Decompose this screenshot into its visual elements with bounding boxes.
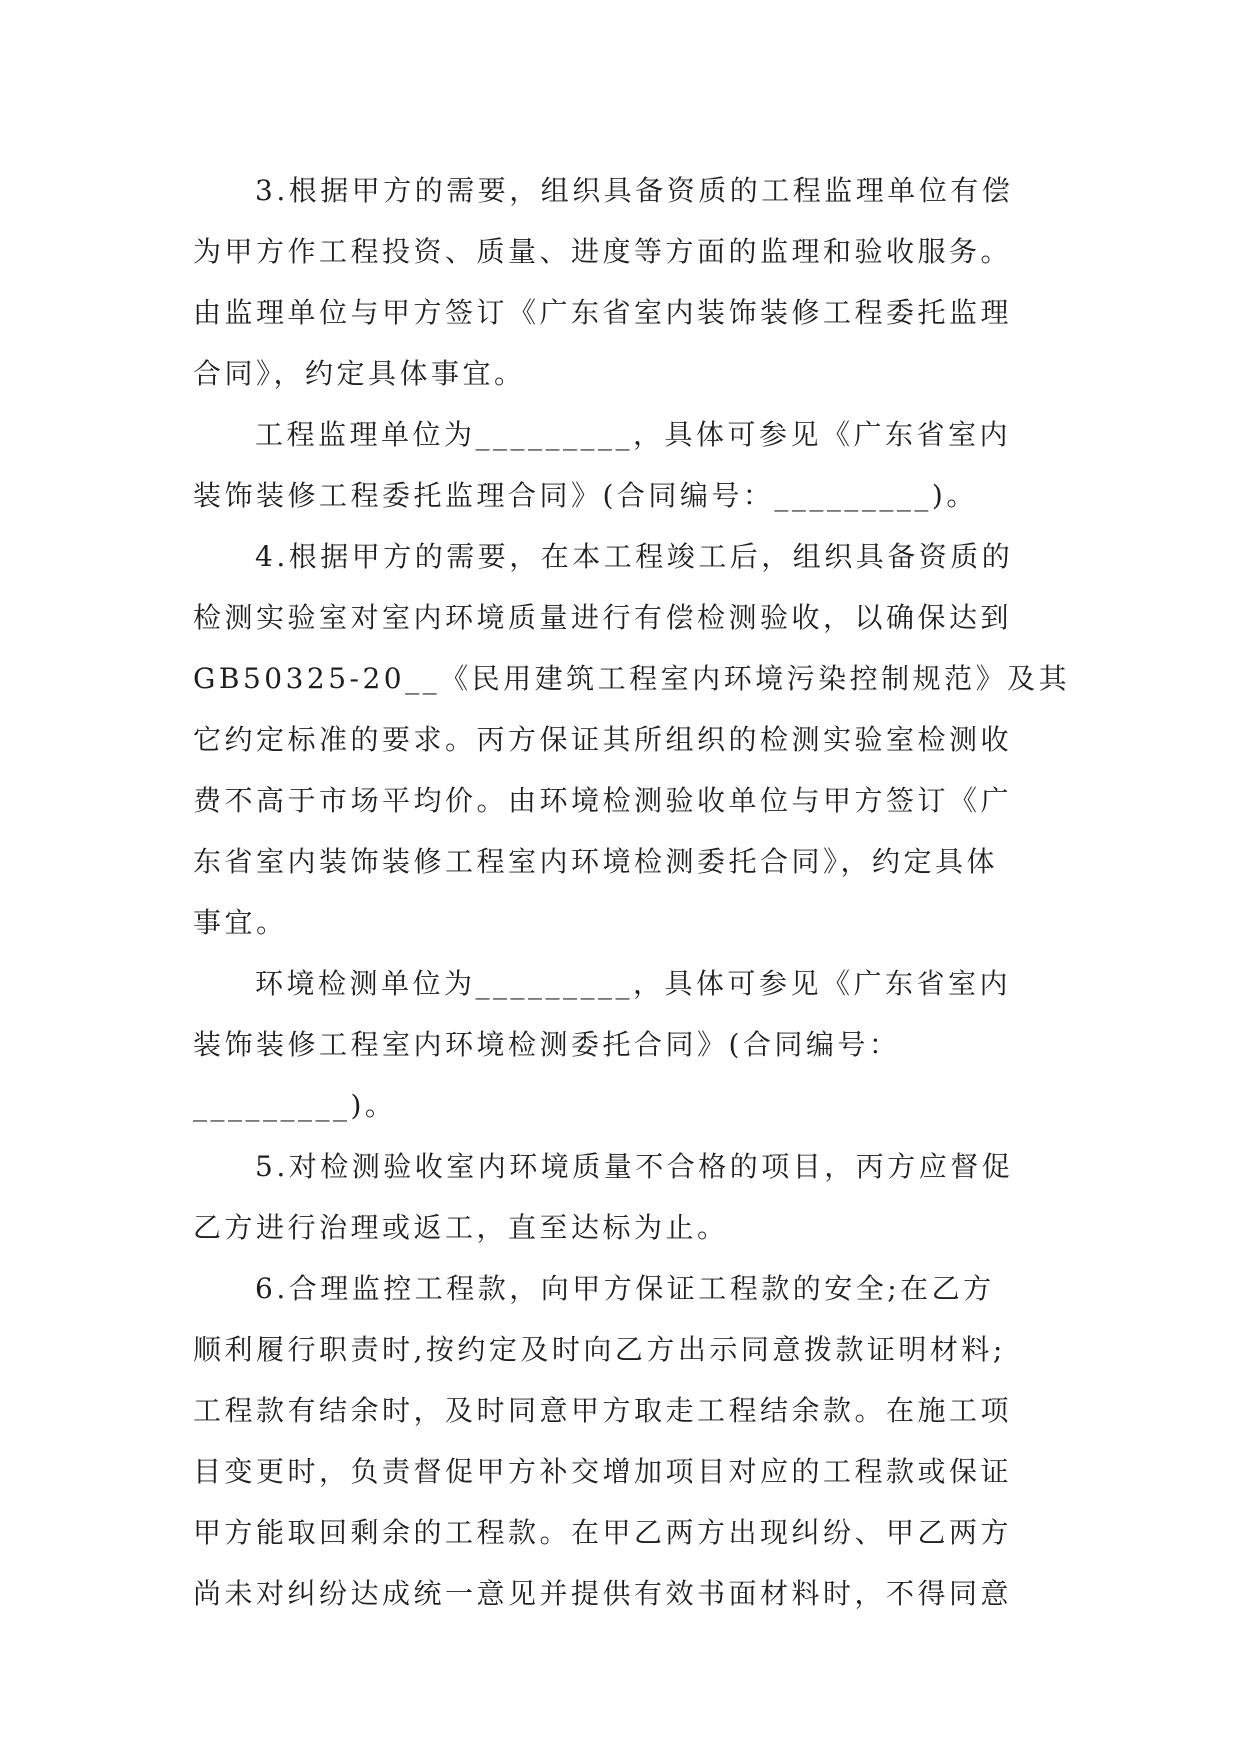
supervision-unit-line-1: 工程监理单位为_________，具体可参见《广东省室内 [255,418,1012,451]
paragraph-4-line-6: 东省室内装饰装修工程室内环境检测委托合同》，约定具体 [193,845,999,878]
testing-unit-line-1: 环境检测单位为_________，具体可参见《广东省室内 [255,967,1012,1000]
paragraph-6-line-6: 尚未对纠纷达成统一意见并提供有效书面材料时，不得同意 [193,1577,1013,1610]
paragraph-4-line-3: GB50325-20__《民用建筑工程室内环境污染控制规范》及其 [193,662,1071,695]
paragraph-3-line-4: 合同》，约定具体事宜。 [193,357,526,390]
paragraph-6-line-4: 目变更时，负责督促甲方补交增加项目对应的工程款或保证 [193,1455,1013,1488]
paragraph-5-line-1: 5.对检测验收室内环境质量不合格的项目，丙方应督促 [255,1150,1014,1183]
paragraph-3-line-1: 3.根据甲方的需要，组织具备资质的工程监理单位有偿 [255,174,1014,207]
supervision-unit-line-2: 装饰装修工程委托监理合同》(合同编号：_________)。 [193,479,978,512]
document-body [193,160,1071,1624]
paragraph-6-line-3: 工程款有结余时，及时同意甲方取走工程结余款。在施工项 [193,1394,1013,1427]
paragraph-3-line-3: 由监理单位与甲方签订《广东省室内装饰装修工程委托监理 [193,296,1013,329]
paragraph-3-line-2: 为甲方作工程投资、质量、进度等方面的监理和验收服务。 [193,235,1013,268]
testing-unit-line-2: 装饰装修工程室内环境检测委托合同》(合同编号： [193,1028,901,1061]
paragraph-4-line-2: 检测实验室对室内环境质量进行有偿检测验收，以确保达到 [193,601,1013,634]
paragraph-6-line-5: 甲方能取回剩余的工程款。在甲乙两方出现纠纷、甲乙两方 [193,1516,1013,1549]
paragraph-5-line-2: 乙方进行治理或返工，直至达标为止。 [193,1211,729,1244]
paragraph-4-line-7: 事宜。 [193,906,288,939]
paragraph-6-line-1: 6.合理监控工程款，向甲方保证工程款的安全;在乙方 [255,1272,995,1305]
testing-unit-line-3: _________)。 [193,1089,397,1122]
paragraph-4-line-5: 费不高于市场平均价。由环境检测验收单位与甲方签订《广 [193,784,1013,817]
paragraph-6-line-2: 顺利履行职责时,按约定及时向乙方出示同意拨款证明材料; [193,1333,1006,1366]
paragraph-4-line-1: 4.根据甲方的需要，在本工程竣工后，组织具备资质的 [255,540,1014,573]
paragraph-4-line-4: 它约定标准的要求。丙方保证其所组织的检测实验室检测收 [193,723,1013,756]
